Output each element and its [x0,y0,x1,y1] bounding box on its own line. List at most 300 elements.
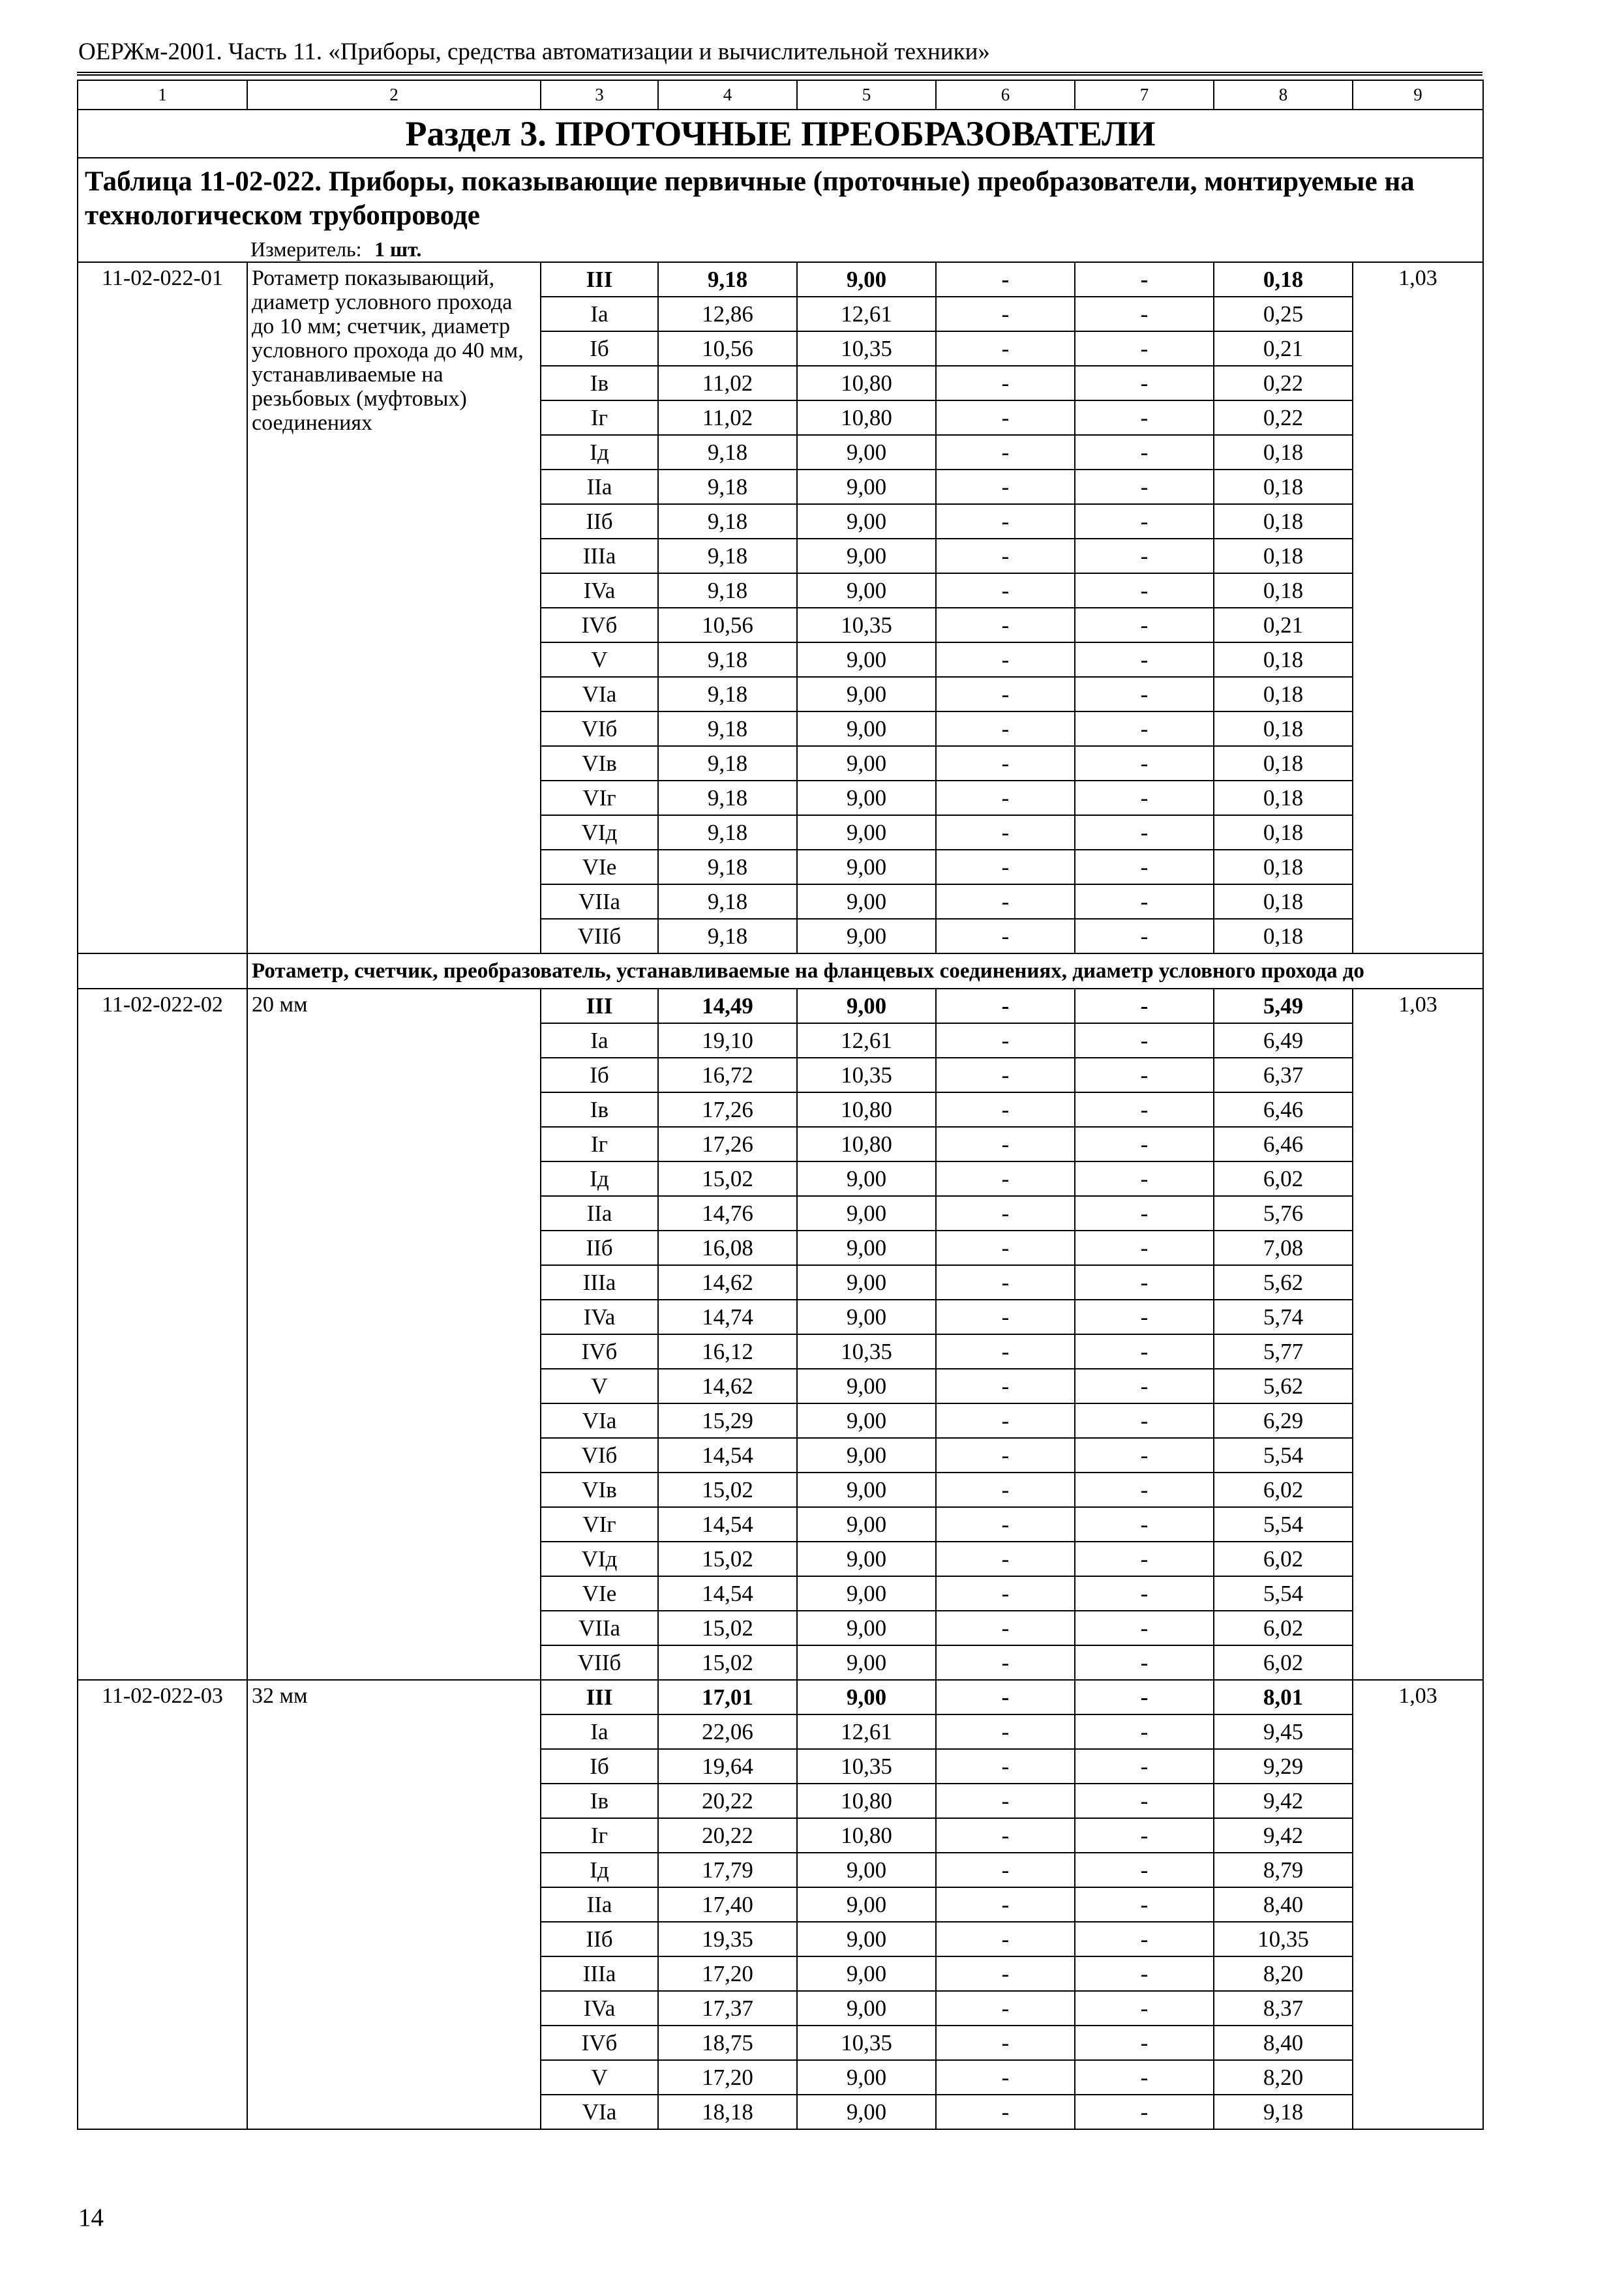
labor-coef: 1,03 [1353,1680,1483,2129]
machinist-wages-cell: - [1075,1403,1214,1438]
materials-cell: 8,37 [1214,1991,1353,2026]
machine-cost-cell: - [936,884,1075,919]
materials-cell: 6,02 [1214,1611,1353,1645]
machine-cost-cell: - [936,539,1075,573]
machine-cost-cell: - [936,1334,1075,1369]
zone-cell: III [541,989,658,1023]
machine-cost-cell: - [936,1092,1075,1127]
subheading-row [78,953,1483,989]
machine-cost-cell: - [936,1542,1075,1576]
machine-cost-cell: - [936,297,1075,331]
total-cost-cell: 20,22 [658,1784,797,1818]
header-rule [77,72,1482,76]
materials-cell: 8,20 [1214,2060,1353,2095]
materials-cell: 0,18 [1214,919,1353,953]
machinist-wages-cell: - [1075,1438,1214,1473]
materials-cell: 8,40 [1214,1887,1353,1922]
total-cost-cell: 14,62 [658,1369,797,1403]
wages-cell: 10,35 [797,1058,936,1092]
machine-cost-cell: - [936,331,1075,366]
zone-cell: VIe [541,1576,658,1611]
machine-cost-cell: - [936,1680,1075,1714]
total-cost-cell: 18,75 [658,2026,797,2060]
machinist-wages-cell: - [1075,919,1214,953]
machinist-wages-cell: - [1075,1818,1214,1853]
machinist-wages-cell: - [1075,435,1214,470]
materials-cell: 8,79 [1214,1853,1353,1887]
materials-cell: 8,40 [1214,2026,1353,2060]
materials-cell: 9,42 [1214,1784,1353,1818]
total-cost-cell: 14,49 [658,989,797,1023]
total-cost-cell: 17,01 [658,1680,797,1714]
rates-table [77,80,1484,2130]
materials-cell: 0,25 [1214,297,1353,331]
wages-cell: 10,80 [797,366,936,400]
materials-cell: 0,22 [1214,366,1353,400]
machine-cost-cell: - [936,919,1075,953]
total-cost-cell: 17,20 [658,2060,797,2095]
machinist-wages-cell: - [1075,1542,1214,1576]
zone-cell: IIб [541,1231,658,1265]
zone-cell: VIг [541,1507,658,1542]
wages-cell: 10,80 [797,400,936,435]
machinist-wages-cell: - [1075,1784,1214,1818]
total-cost-cell: 9,18 [658,919,797,953]
total-cost-cell: 16,08 [658,1231,797,1265]
materials-cell: 0,18 [1214,435,1353,470]
zone-cell: III [541,262,658,297]
total-cost-cell: 9,18 [658,539,797,573]
zone-cell: Iг [541,1127,658,1161]
column-number: 3 [541,80,658,110]
machine-cost-cell: - [936,2060,1075,2095]
machine-cost-cell: - [936,1887,1075,1922]
materials-cell: 0,18 [1214,850,1353,884]
machinist-wages-cell: - [1075,850,1214,884]
wages-cell: 9,00 [797,2095,936,2129]
machine-cost-cell: - [936,608,1075,642]
column-number: 9 [1353,80,1483,110]
machinist-wages-cell: - [1075,2060,1214,2095]
unit-label: Измеритель: [250,237,362,261]
machinist-wages-cell: - [1075,1196,1214,1231]
materials-cell: 6,46 [1214,1127,1353,1161]
wages-cell: 9,00 [797,1369,936,1403]
wages-cell: 12,61 [797,1023,936,1058]
materials-cell: 0,22 [1214,400,1353,435]
total-cost-cell: 11,02 [658,400,797,435]
blank-cell [78,953,247,989]
machine-cost-cell: - [936,1473,1075,1507]
total-cost-cell: 17,37 [658,1991,797,2026]
labor-coef: 1,03 [1353,989,1483,1680]
machinist-wages-cell: - [1075,781,1214,815]
machinist-wages-cell: - [1075,400,1214,435]
machinist-wages-cell: - [1075,1127,1214,1161]
wages-cell: 9,00 [797,2060,936,2095]
total-cost-cell: 9,18 [658,262,797,297]
total-cost-cell: 14,54 [658,1507,797,1542]
total-cost-cell: 15,02 [658,1161,797,1196]
wages-cell: 12,61 [797,1714,936,1749]
wages-cell: 10,80 [797,1784,936,1818]
machinist-wages-cell: - [1075,1611,1214,1645]
wages-cell: 9,00 [797,1507,936,1542]
wages-cell: 9,00 [797,642,936,677]
materials-cell: 9,18 [1214,2095,1353,2129]
column-number-row [78,80,1483,110]
total-cost-cell: 14,54 [658,1438,797,1473]
materials-cell: 0,18 [1214,539,1353,573]
machinist-wages-cell: - [1075,1714,1214,1749]
materials-cell: 5,62 [1214,1265,1353,1300]
machine-cost-cell: - [936,989,1075,1023]
wages-cell: 9,00 [797,677,936,711]
total-cost-cell: 17,40 [658,1887,797,1922]
machinist-wages-cell: - [1075,331,1214,366]
total-cost-cell: 12,86 [658,297,797,331]
zone-cell: IIб [541,504,658,539]
total-cost-cell: 16,12 [658,1334,797,1369]
total-cost-cell: 18,18 [658,2095,797,2129]
table-row [78,989,1483,1023]
materials-cell: 0,21 [1214,331,1353,366]
materials-cell: 5,76 [1214,1196,1353,1231]
section-title: Раздел 3. ПРОТОЧНЫЕ ПРЕОБРАЗОВАТЕЛИ [78,110,1483,158]
total-cost-cell: 11,02 [658,366,797,400]
zone-cell: VIIб [541,1645,658,1680]
wages-cell: 9,00 [797,919,936,953]
zone-cell: IVa [541,1300,658,1334]
total-cost-cell: 22,06 [658,1714,797,1749]
total-cost-cell: 16,72 [658,1058,797,1092]
materials-cell: 6,02 [1214,1542,1353,1576]
unit-cell [78,237,1483,262]
wages-cell: 10,35 [797,331,936,366]
wages-cell: 9,00 [797,746,936,781]
zone-cell: VIa [541,677,658,711]
machinist-wages-cell: - [1075,1265,1214,1300]
zone-cell: IIa [541,1196,658,1231]
subheading: Ротаметр, счетчик, преобразователь, устанавливаемые на фланцевых соединениях, диаметр условного прохода до [247,953,1483,989]
machinist-wages-cell: - [1075,1092,1214,1127]
machinist-wages-cell: - [1075,539,1214,573]
wages-cell: 9,00 [797,1922,936,1956]
zone-cell: IIIa [541,539,658,573]
wages-cell: 9,00 [797,573,936,608]
zone-cell: IIIa [541,1265,658,1300]
machine-cost-cell: - [936,1265,1075,1300]
materials-cell: 9,42 [1214,1818,1353,1853]
zone-cell: Iв [541,1092,658,1127]
total-cost-cell: 14,62 [658,1265,797,1300]
unit-value: 1 шт. [374,237,422,261]
zone-cell: IVa [541,573,658,608]
table-title-row [78,158,1483,237]
zone-cell: VIг [541,781,658,815]
machinist-wages-cell: - [1075,1853,1214,1887]
machine-cost-cell: - [936,1784,1075,1818]
wages-cell: 9,00 [797,539,936,573]
machine-cost-cell: - [936,850,1075,884]
page-number: 14 [78,2204,104,2232]
machine-cost-cell: - [936,1023,1075,1058]
wages-cell: 10,35 [797,1749,936,1784]
zone-cell: Iв [541,1784,658,1818]
machinist-wages-cell: - [1075,1300,1214,1334]
zone-cell: V [541,1369,658,1403]
machine-cost-cell: - [936,470,1075,504]
machinist-wages-cell: - [1075,1058,1214,1092]
machine-cost-cell: - [936,262,1075,297]
zone-cell: Iв [541,366,658,400]
table-row [78,1680,1483,1714]
zone-cell: Ia [541,297,658,331]
zone-cell: Iб [541,331,658,366]
machine-cost-cell: - [936,1956,1075,1991]
machine-cost-cell: - [936,1403,1075,1438]
wages-cell: 9,00 [797,1265,936,1300]
machine-cost-cell: - [936,1645,1075,1680]
materials-cell: 5,49 [1214,989,1353,1023]
machinist-wages-cell: - [1075,297,1214,331]
wages-cell: 9,00 [797,1887,936,1922]
zone-cell: Iб [541,1749,658,1784]
wages-cell: 9,00 [797,884,936,919]
labor-coef: 1,03 [1353,262,1483,953]
unit-row [78,237,1483,262]
total-cost-cell: 15,02 [658,1542,797,1576]
rate-code: 11-02-022-02 [78,989,247,1680]
total-cost-cell: 19,35 [658,1922,797,1956]
column-number: 6 [936,80,1075,110]
rate-description: 20 мм [247,989,541,1680]
zone-cell: Ia [541,1714,658,1749]
wages-cell: 9,00 [797,504,936,539]
machine-cost-cell: - [936,1818,1075,1853]
zone-cell: VIд [541,815,658,850]
zone-cell: VIa [541,2095,658,2129]
machinist-wages-cell: - [1075,504,1214,539]
machine-cost-cell: - [936,1922,1075,1956]
total-cost-cell: 10,56 [658,608,797,642]
zone-cell: IIIa [541,1956,658,1991]
machinist-wages-cell: - [1075,1161,1214,1196]
machine-cost-cell: - [936,1196,1075,1231]
wages-cell: 9,00 [797,435,936,470]
materials-cell: 8,20 [1214,1956,1353,1991]
materials-cell: 9,29 [1214,1749,1353,1784]
materials-cell: 0,18 [1214,711,1353,746]
machine-cost-cell: - [936,815,1075,850]
zone-cell: Iг [541,1818,658,1853]
total-cost-cell: 10,56 [658,331,797,366]
total-cost-cell: 9,18 [658,573,797,608]
column-number: 5 [797,80,936,110]
machine-cost-cell: - [936,1161,1075,1196]
materials-cell: 5,77 [1214,1334,1353,1369]
zone-cell: IIб [541,1922,658,1956]
zone-cell: Ia [541,1023,658,1058]
zone-cell: VIa [541,1403,658,1438]
machine-cost-cell: - [936,573,1075,608]
machine-cost-cell: - [936,1853,1075,1887]
materials-cell: 5,54 [1214,1438,1353,1473]
wages-cell: 9,00 [797,815,936,850]
rate-code: 11-02-022-03 [78,1680,247,2129]
total-cost-cell: 14,54 [658,1576,797,1611]
machine-cost-cell: - [936,746,1075,781]
column-number: 7 [1075,80,1214,110]
wages-cell: 9,00 [797,1991,936,2026]
total-cost-cell: 9,18 [658,884,797,919]
zone-cell: III [541,1680,658,1714]
zone-cell: IVa [541,1991,658,2026]
total-cost-cell: 17,79 [658,1853,797,1887]
wages-cell: 9,00 [797,1196,936,1231]
wages-cell: 9,00 [797,1576,936,1611]
total-cost-cell: 9,18 [658,504,797,539]
zone-cell: IVб [541,608,658,642]
total-cost-cell: 17,20 [658,1956,797,1991]
zone-cell: V [541,2060,658,2095]
machine-cost-cell: - [936,642,1075,677]
materials-cell: 5,54 [1214,1507,1353,1542]
total-cost-cell: 9,18 [658,781,797,815]
machine-cost-cell: - [936,1058,1075,1092]
materials-cell: 6,02 [1214,1645,1353,1680]
machine-cost-cell: - [936,1749,1075,1784]
materials-cell: 6,46 [1214,1092,1353,1127]
wages-cell: 9,00 [797,781,936,815]
wages-cell: 9,00 [797,1231,936,1265]
machine-cost-cell: - [936,711,1075,746]
machinist-wages-cell: - [1075,1645,1214,1680]
zone-cell: IVб [541,2026,658,2060]
machine-cost-cell: - [936,1611,1075,1645]
total-cost-cell: 20,22 [658,1818,797,1853]
machinist-wages-cell: - [1075,989,1214,1023]
machine-cost-cell: - [936,435,1075,470]
wages-cell: 9,00 [797,1473,936,1507]
machinist-wages-cell: - [1075,1956,1214,1991]
machinist-wages-cell: - [1075,884,1214,919]
machinist-wages-cell: - [1075,1922,1214,1956]
wages-cell: 9,00 [797,1611,936,1645]
zone-cell: Iг [541,400,658,435]
total-cost-cell: 9,18 [658,746,797,781]
zone-cell: IVб [541,1334,658,1369]
materials-cell: 0,21 [1214,608,1353,642]
machinist-wages-cell: - [1075,1231,1214,1265]
column-number: 4 [658,80,797,110]
table-title: Таблица 11-02-022. Приборы, показывающие первичные (проточные) преобразователи, монтируемые на технологическом трубопроводе [78,158,1483,237]
total-cost-cell: 15,29 [658,1403,797,1438]
machine-cost-cell: - [936,1231,1075,1265]
zone-cell: VIд [541,1542,658,1576]
zone-cell: Iд [541,1161,658,1196]
zone-cell: VIIa [541,884,658,919]
machinist-wages-cell: - [1075,815,1214,850]
rate-description: Ротаметр показывающий, диаметр условного прохода до 10 мм; счетчик, диаметр условного прохода до 40 мм, устанавливаемые на резьбовых (муфтовых) соединениях [247,262,541,953]
wages-cell: 10,35 [797,608,936,642]
zone-cell: V [541,642,658,677]
table-row [78,262,1483,297]
machinist-wages-cell: - [1075,1473,1214,1507]
zone-cell: VIв [541,1473,658,1507]
materials-cell: 0,18 [1214,262,1353,297]
section-title-row [78,110,1483,158]
zone-cell: VIб [541,1438,658,1473]
total-cost-cell: 9,18 [658,815,797,850]
materials-cell: 0,18 [1214,677,1353,711]
wages-cell: 9,00 [797,711,936,746]
page-header: ОЕРЖм-2001. Часть 11. «Приборы, средства автоматизации и вычислительной техники» [78,38,990,65]
total-cost-cell: 14,74 [658,1300,797,1334]
column-number: 8 [1214,80,1353,110]
total-cost-cell: 15,02 [658,1611,797,1645]
materials-cell: 0,18 [1214,642,1353,677]
machinist-wages-cell: - [1075,2095,1214,2129]
wages-cell: 9,00 [797,1438,936,1473]
materials-cell: 0,18 [1214,884,1353,919]
machinist-wages-cell: - [1075,366,1214,400]
machinist-wages-cell: - [1075,1334,1214,1369]
materials-cell: 9,45 [1214,1714,1353,1749]
machine-cost-cell: - [936,504,1075,539]
total-cost-cell: 9,18 [658,470,797,504]
column-number: 1 [78,80,247,110]
wages-cell: 9,00 [797,850,936,884]
materials-cell: 0,18 [1214,781,1353,815]
zone-cell: IIa [541,470,658,504]
column-number: 2 [247,80,541,110]
machinist-wages-cell: - [1075,1369,1214,1403]
wages-cell: 9,00 [797,1161,936,1196]
materials-cell: 6,49 [1214,1023,1353,1058]
materials-cell: 6,02 [1214,1473,1353,1507]
total-cost-cell: 9,18 [658,642,797,677]
wages-cell: 10,35 [797,2026,936,2060]
wages-cell: 9,00 [797,989,936,1023]
zone-cell: Iд [541,1853,658,1887]
machinist-wages-cell: - [1075,1023,1214,1058]
machinist-wages-cell: - [1075,1749,1214,1784]
materials-cell: 10,35 [1214,1922,1353,1956]
wages-cell: 9,00 [797,1853,936,1887]
wages-cell: 9,00 [797,470,936,504]
wages-cell: 9,00 [797,1542,936,1576]
total-cost-cell: 17,26 [658,1092,797,1127]
machinist-wages-cell: - [1075,1576,1214,1611]
machinist-wages-cell: - [1075,677,1214,711]
wages-cell: 12,61 [797,297,936,331]
zone-cell: VIe [541,850,658,884]
machine-cost-cell: - [936,781,1075,815]
zone-cell: IIa [541,1887,658,1922]
machinist-wages-cell: - [1075,573,1214,608]
materials-cell: 0,18 [1214,504,1353,539]
machine-cost-cell: - [936,677,1075,711]
total-cost-cell: 14,76 [658,1196,797,1231]
zone-cell: VIв [541,746,658,781]
machine-cost-cell: - [936,2095,1075,2129]
total-cost-cell: 19,64 [658,1749,797,1784]
machinist-wages-cell: - [1075,262,1214,297]
zone-cell: VIIa [541,1611,658,1645]
wages-cell: 9,00 [797,1680,936,1714]
materials-cell: 0,18 [1214,470,1353,504]
